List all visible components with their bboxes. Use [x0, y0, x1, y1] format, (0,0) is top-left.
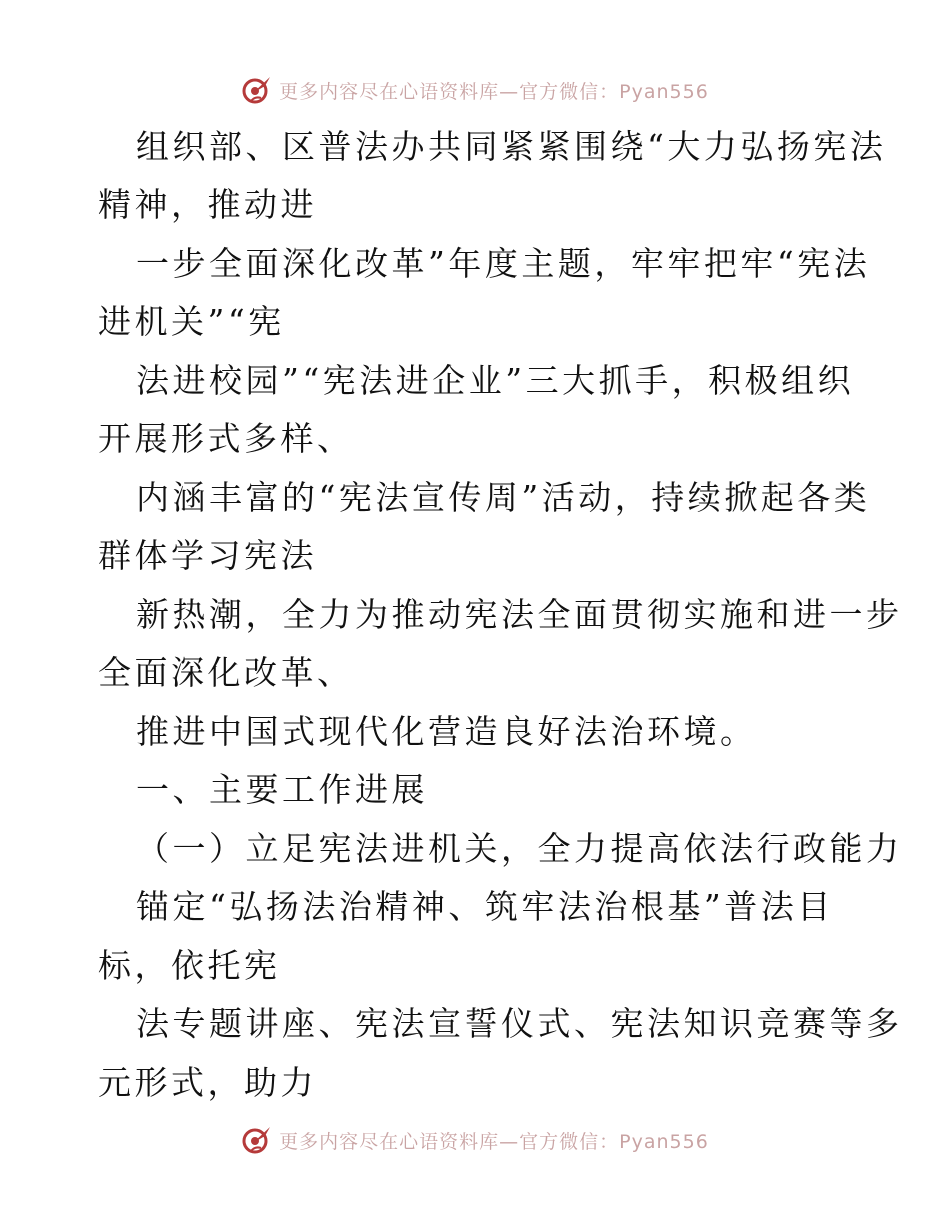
- body-line: 一步全面深化改革”年度主题，牢牢把牢“宪法: [136, 244, 871, 283]
- body-line: 元形式，助力: [98, 1063, 317, 1102]
- footer-banner: [0, 1120, 950, 1160]
- body-line: 法专题讲座、宪法宣誓仪式、宪法知识竞赛等多: [136, 1004, 903, 1043]
- section-heading: 一、主要工作进展: [136, 770, 428, 809]
- body-line: 群体学习宪法: [98, 536, 317, 575]
- header-banner-text: 更多内容尽在心语资料库—官方微信：Pyan556: [279, 80, 709, 103]
- body-line: 新热潮，全力为推动宪法全面贯彻实施和进一步: [136, 595, 903, 634]
- body-line: 进机关”“宪: [98, 302, 285, 341]
- quill-logo-icon: [241, 74, 273, 106]
- body-line: 全面深化改革、: [98, 653, 354, 692]
- body-line: 法进校园”“宪法进企业”三大抓手，积极组织: [136, 361, 855, 400]
- subsection-heading: （一）立足宪法进机关，全力提高依法行政能力: [136, 829, 903, 868]
- quill-logo-icon: [241, 1124, 273, 1156]
- body-line: 内涵丰富的“宪法宣传周”活动，持续掀起各类: [136, 478, 871, 517]
- body-line: 标，依托宪: [98, 946, 281, 985]
- header-banner: [0, 70, 950, 110]
- footer-banner-text: 更多内容尽在心语资料库—官方微信：Pyan556: [279, 1130, 709, 1153]
- body-line: 精神，推动进: [98, 185, 317, 224]
- body-line: 组织部、区普法办共同紧紧围绕“大力弘扬宪法: [136, 127, 887, 166]
- body-line: 锚定“弘扬法治精神、筑牢法治根基”普法目: [136, 887, 834, 926]
- body-line: 开展形式多样、: [98, 419, 354, 458]
- body-line: 推进中国式现代化营造良好法治环境。: [136, 712, 757, 751]
